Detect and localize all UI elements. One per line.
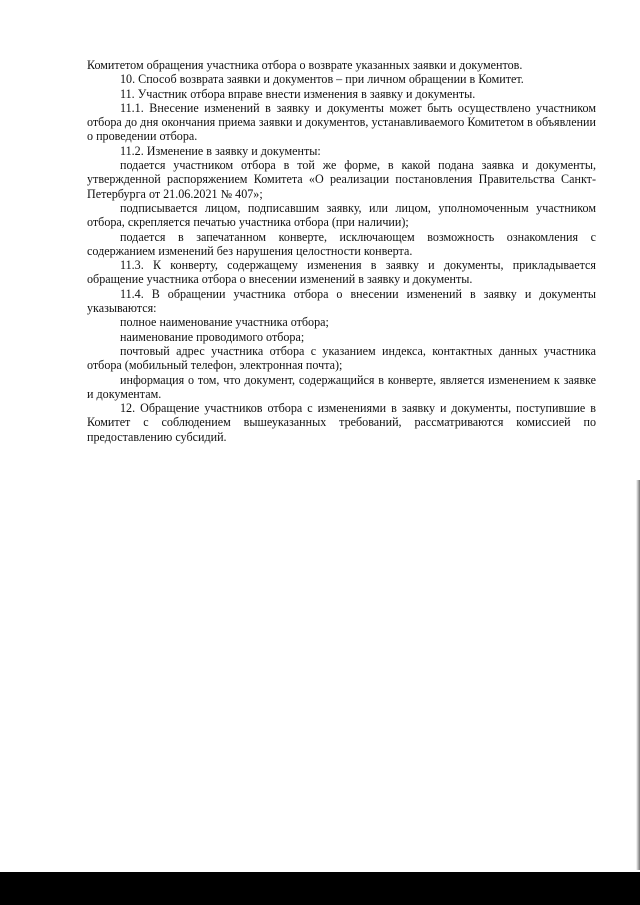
paragraph-11-2-signature: подписывается лицом, подписавшим заявку, или лицом, уполномоченным участником отбора, скрепляется печатью участника отбора (при наличии); <box>87 200 596 230</box>
paragraph-11-2-heading: 11.2. Изменение в заявку и документы: <box>120 143 321 158</box>
paragraph-11-right-to-change: 11. Участник отбора вправе внести изменения в заявку и документы. <box>120 86 476 101</box>
scan-bottom-border <box>0 872 640 905</box>
list-item-selection-name: наименование проводимого отбора; <box>120 329 305 344</box>
paragraph-10-return-method: 10. Способ возврата заявки и документов – при личном обращении в Комитет. <box>120 72 524 87</box>
paragraph-11-4-heading: 11.4. В обращении участника отбора о внесении изменений в заявку и документы указываются: <box>87 286 596 316</box>
paragraph-11-3-attachment: 11.3. К конверту, содержащему изменения в заявку и документы, прикладывается обращение участника отбора о внесении изменений в заявку и документы. <box>87 258 596 287</box>
list-item-envelope-info: информация о том, что документ, содержащийся в конверте, является изменением к заявке и документам. <box>87 372 596 401</box>
paragraph-continuation: Комитетом обращения участника отбора о возврате указанных заявки и документов. <box>87 58 523 72</box>
list-item-full-name: полное наименование участника отбора; <box>120 315 329 330</box>
paragraph-12-review: 12. Обращение участников отбора с изменениями в заявку и документы, поступившие в Комитет с соблюдением вышеуказанных требований, рассматриваются комиссией по предоставлению субсидий. <box>87 401 596 444</box>
paragraph-11-2-form: подается участником отбора в той же форме, в какой подана заявка и документы, утвержденной распоряжением Комитета «О реализации постановления Правительства Санкт-Петербурга от 21.06.2021 № 407»; <box>87 158 596 201</box>
paragraph-11-1-deadline: 11.1. Внесение изменений в заявку и документы может быть осуществлено участником отбора до дня окончания приема заявки и документов, устанавливаемого Комитетом в объявлении о проведении отбора. <box>87 100 596 144</box>
document-body <box>87 58 596 444</box>
paragraph-11-2-envelope: подается в запечатанном конверте, исключающем возможность ознакомления с содержанием изменений без нарушения целостности конверта. <box>87 229 596 258</box>
list-item-postal-address: почтовый адрес участника отбора с указанием индекса, контактных данных участника отбора (мобильный телефон, электронная почта); <box>87 343 596 373</box>
scan-edge-shadow <box>636 480 640 870</box>
